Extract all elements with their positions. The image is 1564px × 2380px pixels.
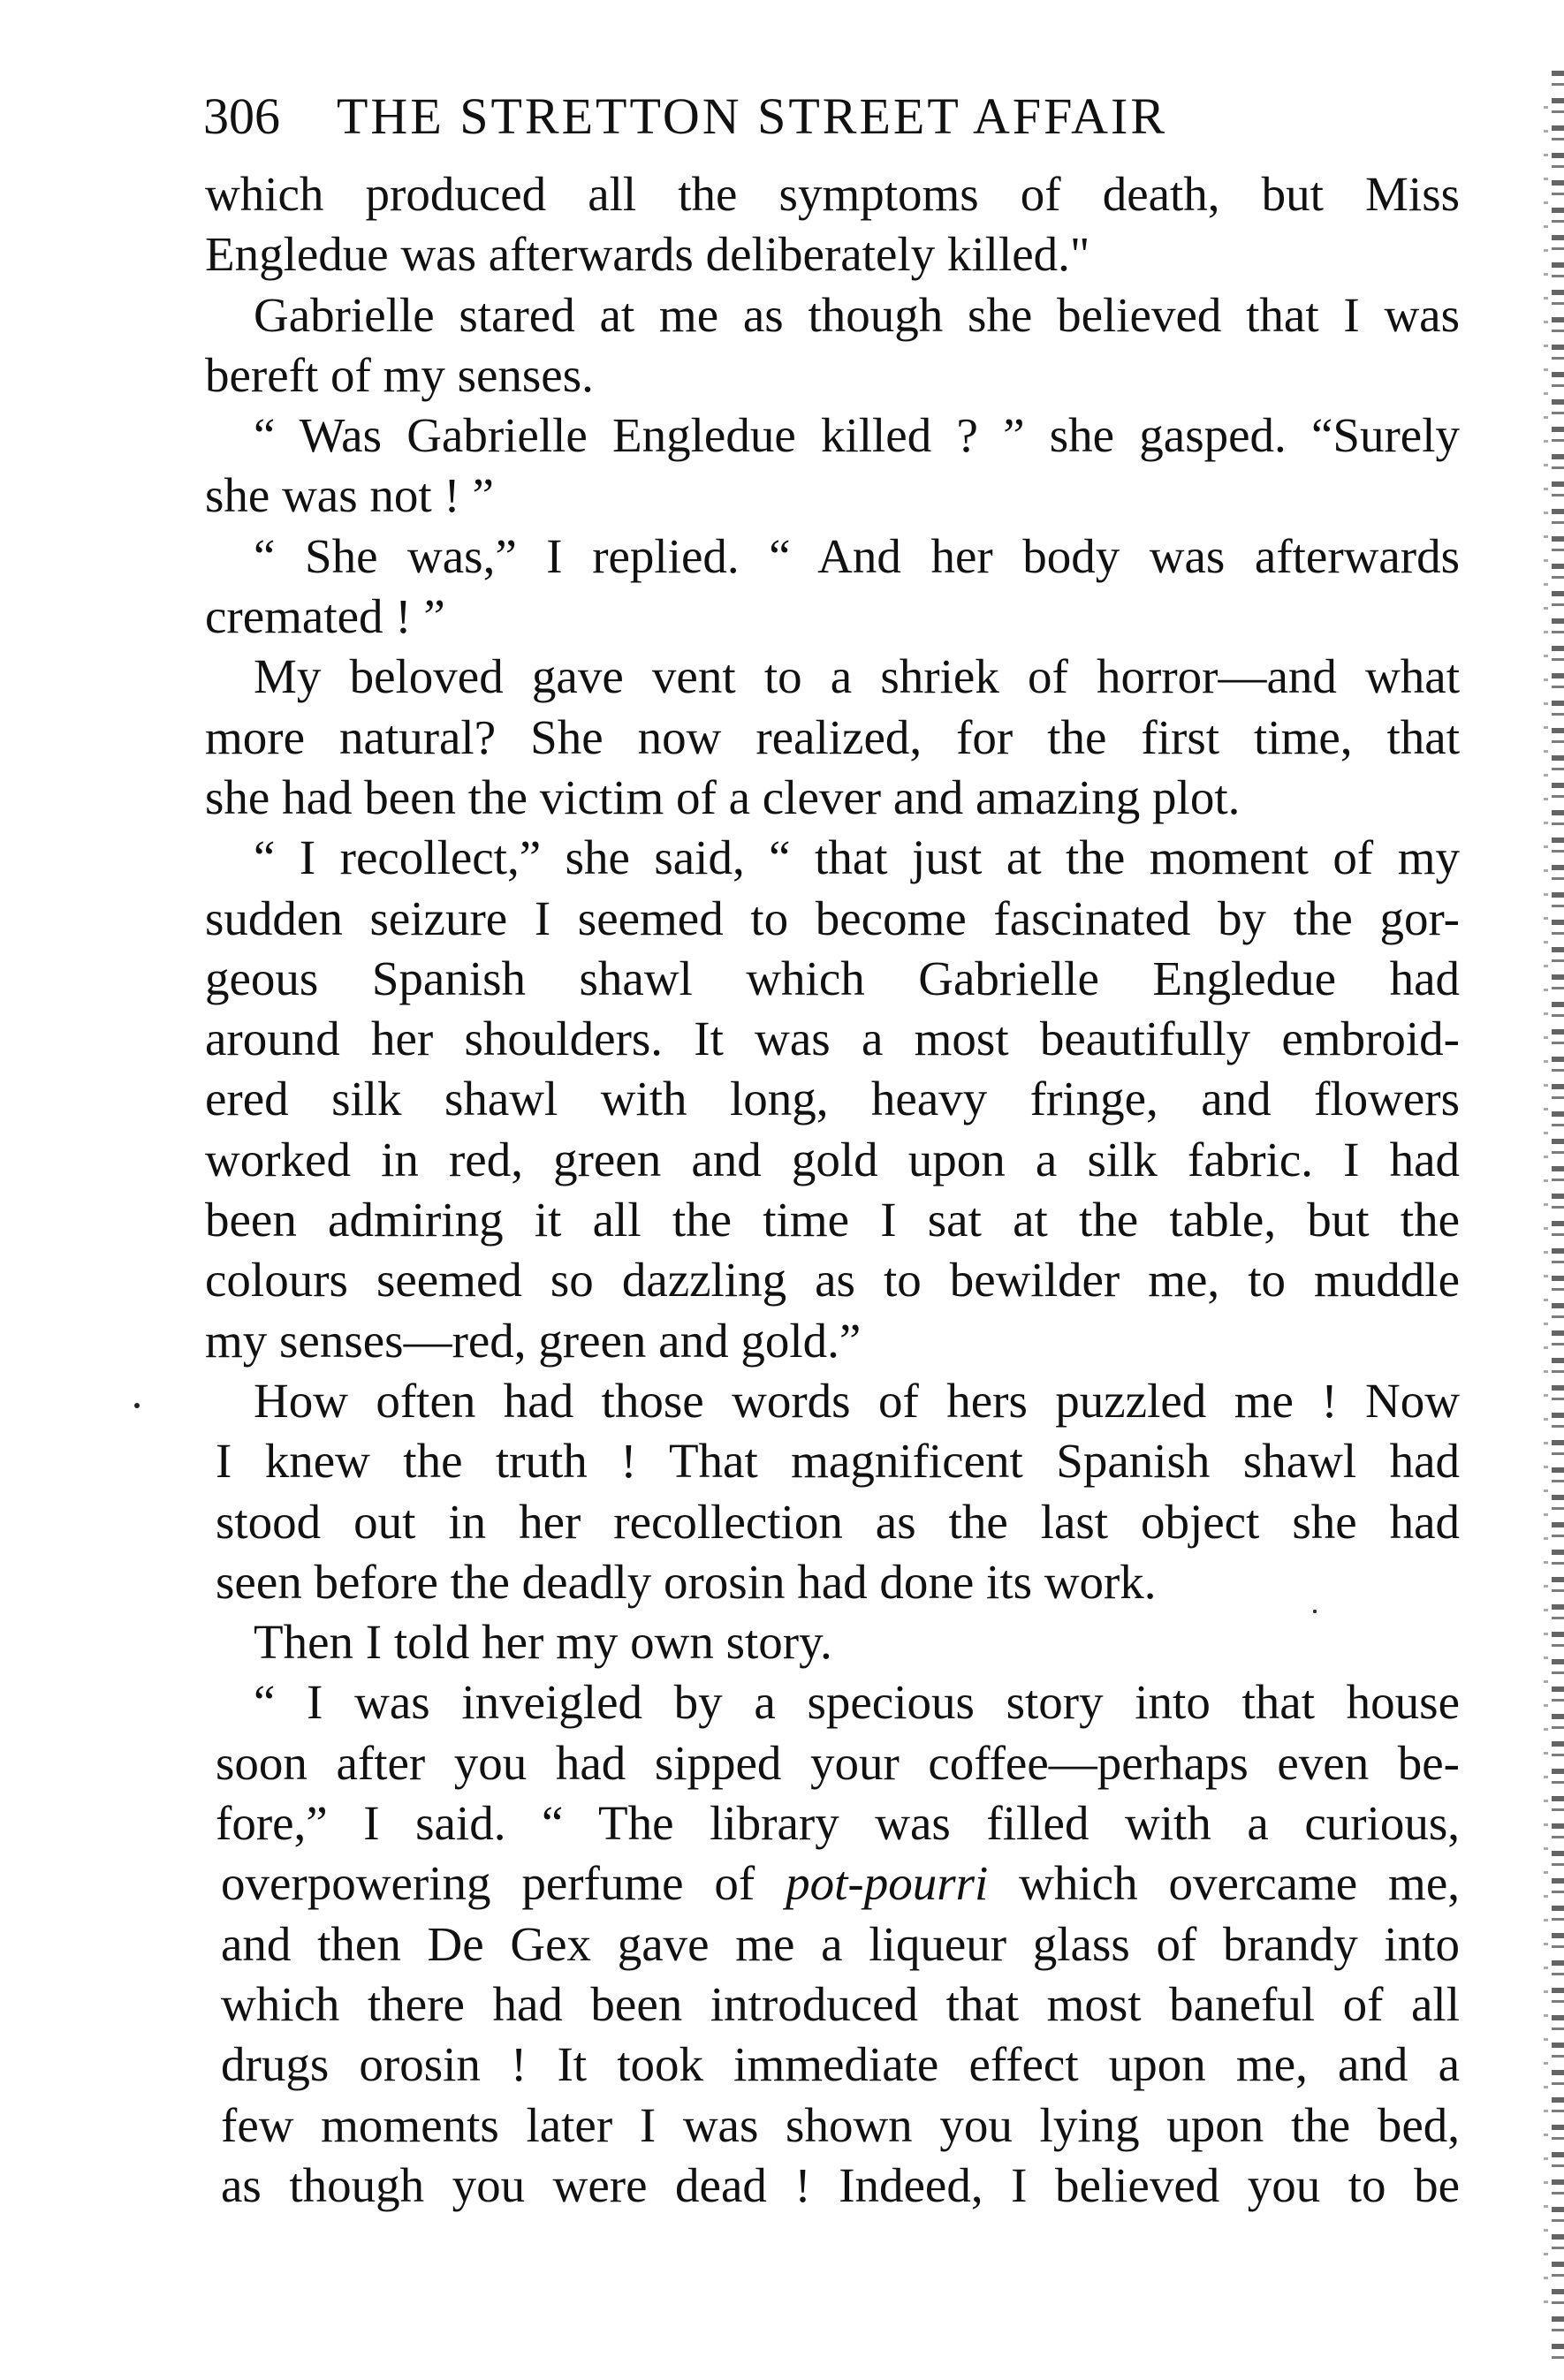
running-title: THE STRETTON STREET AFFAIR [337,87,1168,145]
text-line: My beloved gave vent to a shriek of horror—and what [254,649,1460,704]
scan-speck [1313,1610,1317,1613]
text-line: as though you were dead ! Indeed, I believed you to be [221,2157,1460,2212]
scan-speck [134,1403,140,1408]
text-line: she was not ! ” [205,468,494,523]
text-line: stood out in her recollection as the last object she had [216,1494,1460,1549]
text-line: How often had those words of hers puzzled me ! Now [254,1373,1460,1428]
text-line: around her shoulders. It was a most beautifully embroid- [205,1012,1460,1066]
text-line: soon after you had sipped your coffee—perhaps even be- [216,1735,1460,1790]
text-line: sudden seizure I seemed to become fascinated by the gor- [205,891,1460,945]
text-line: which produced all the symptoms of death, but Miss [205,167,1460,221]
text-line: Gabrielle stared at me as though she believed that I was [254,287,1460,342]
text-line: “ Was Gabrielle Engledue killed ? ” she gasped. “Surely [254,408,1460,463]
text-line: ered silk shawl with long, heavy fringe, and flowers [205,1072,1460,1126]
text-line: been admiring it all the time I sat at the table, but the [205,1193,1460,1247]
text-line: and then De Gex gave me a liqueur glass of brandy into [221,1916,1460,1971]
text-run: which overcame me, [988,1856,1460,1911]
text-line: which there had been introduced that most baneful of all [221,1976,1460,2031]
page-number: 306 [203,87,280,145]
running-header [203,81,1458,152]
text-line: more natural? She now realized, for the first time, that [205,709,1460,764]
text-line [205,1853,1460,1914]
text-line: “ I was inveigled by a specious story into that house [254,1675,1460,1730]
text-line: fore,” I said. “ The library was filled with a curious, [216,1796,1460,1851]
body-text [205,164,1460,2216]
text-line: she had been the victim of a clever and amazing plot. [205,769,1241,824]
italic-term: pot-pourri [786,1856,989,1911]
text-line: colours seemed so dazzling as to bewilder me, to muddle [205,1253,1460,1307]
text-line: Engledue was afterwards deliberately killed." [205,227,1090,282]
text-line: seen before the deadly orosin had done its work. [216,1554,1157,1609]
text-line: I knew the truth ! That magnificent Spanish shawl had [216,1434,1460,1489]
text-line: “ She was,” I replied. “ And her body was afterwards [254,528,1460,583]
text-line: my senses—red, green and gold.” [205,1313,862,1368]
text-run: overpowering perfume of [221,1856,786,1911]
text-line: bereft of my senses. [205,347,594,402]
text-line: “ I recollect,” she said, “ that just at the moment of my [254,830,1460,885]
text-line: few moments later I was shown you lying upon the bed, [221,2097,1460,2152]
text-line: geous Spanish shawl which Gabrielle Engledue had [205,951,1460,1005]
text-line: Then I told her my own story. [254,1615,832,1670]
text-line: drugs orosin ! It took immediate effect upon me, and a [221,2037,1460,2092]
page-edge-shadow [1552,71,1564,2368]
text-line: cremated ! ” [205,589,445,644]
text-line: worked in red, green and gold upon a silk fabric. I had [205,1132,1460,1186]
page-edge-marks [1544,106,1548,2315]
